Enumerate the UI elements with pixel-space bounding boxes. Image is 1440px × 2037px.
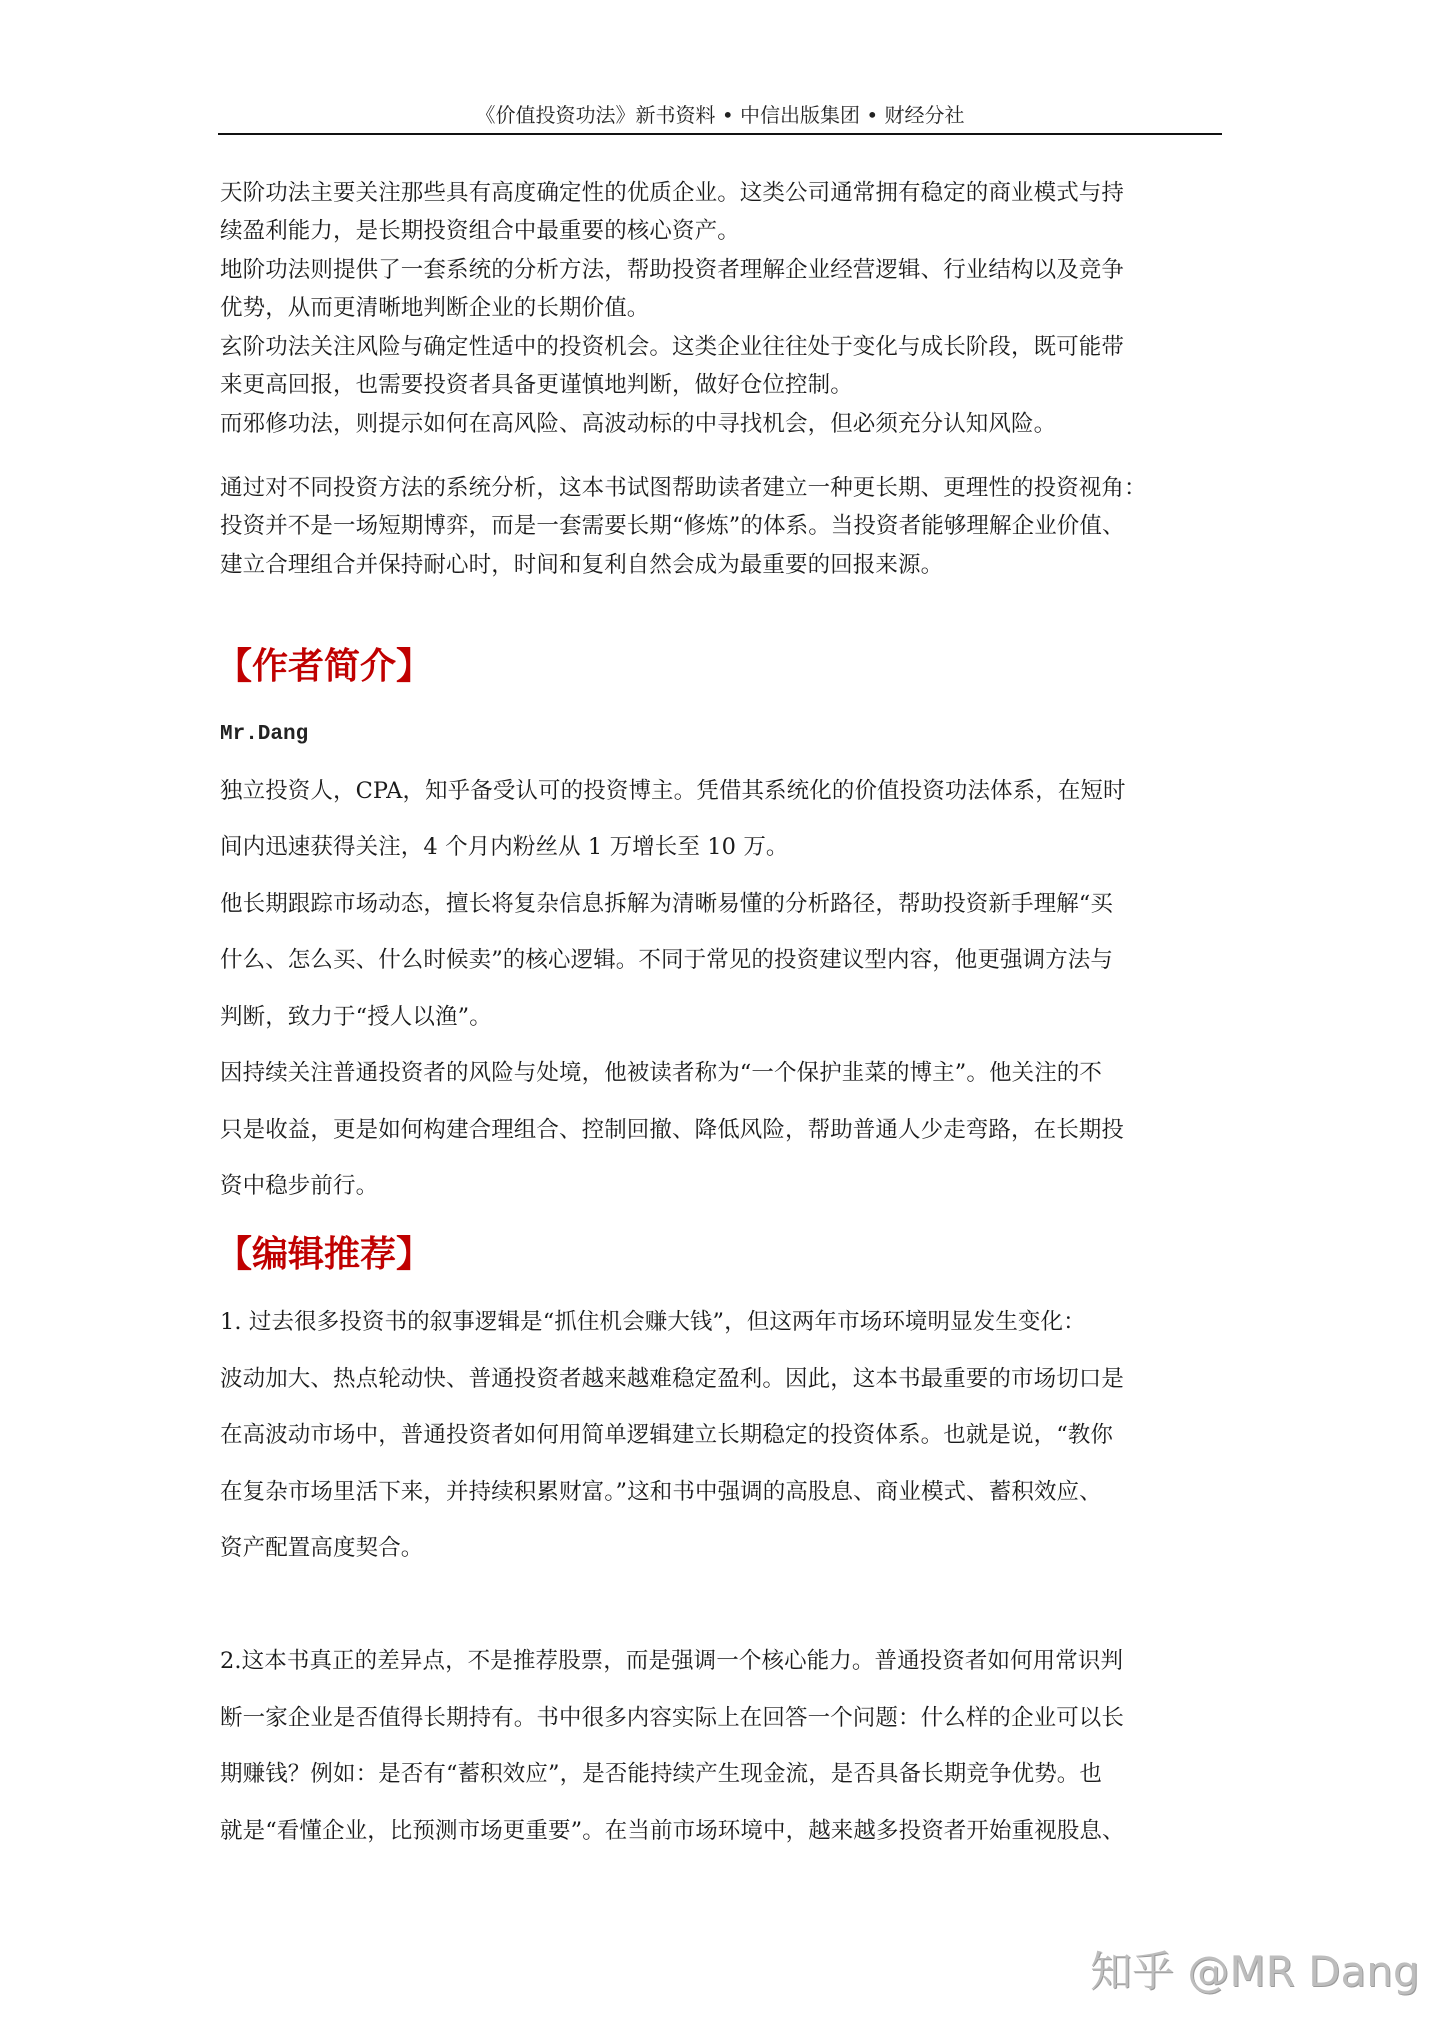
intro-line: 优势，从而更清晰地判断企业的长期价值。 [220,295,650,321]
recommendation-line: 就是“看懂企业，比预测市场更重要”。在当前市场环境中，越来越多投资者开始重视股息、 [220,1818,1125,1844]
page-header-title: 《价值投资功法》新书资料 • 中信出版集团 • 财经分社 [475,103,965,127]
author-bio-line: 他长期跟踪市场动态，擅长将复杂信息拆解为清晰易懂的分析路径，帮助投资新手理解“买 [220,891,1114,917]
intro-line: 玄阶功法关注风险与确定性适中的投资机会。这类企业往往处于变化与成长阶段，既可能带 [220,334,1125,360]
recommendation-line: 2.这本书真正的差异点，不是推荐股票，而是强调一个核心能力。普通投资者如何用常识判 [220,1648,1124,1674]
author-bio-line: 判断，致力于“授人以渔”。 [220,1004,492,1030]
author-bio-line: 资中稳步前行。 [220,1173,379,1199]
author-name: Mr.Dang [220,723,309,746]
summary-line: 通过对不同投资方法的系统分析，这本书试图帮助读者建立一种更长期、更理性的投资视角： [220,475,1147,501]
recommendation-line: 波动加大、热点轮动快、普通投资者越来越难稳定盈利。因此，这本书最重要的市场切口是 [220,1366,1125,1392]
editor-section-heading: 【编辑推荐】 [216,1234,433,1275]
recommendation-line: 资产配置高度契合。 [220,1535,424,1561]
summary-line: 投资并不是一场短期博弈，而是一套需要长期“修炼”的体系。当投资者能够理解企业价值、 [220,513,1125,539]
recommendation-line: 在复杂市场里活下来，并持续积累财富。”这和书中强调的高股息、商业模式、蓄积效应、 [220,1479,1102,1505]
summary-line: 建立合理组合并保持耐心时，时间和复利自然会成为最重要的回报来源。 [220,552,944,578]
intro-line: 地阶功法则提供了一套系统的分析方法，帮助投资者理解企业经营逻辑、行业结构以及竞争 [220,257,1125,283]
author-bio-line: 只是收益，更是如何构建合理组合、控制回撤、降低风险，帮助普通人少走弯路，在长期投 [220,1117,1125,1143]
zhihu-watermark: 知乎 @MR Dang [1090,1947,1420,1996]
author-section-heading: 【作者简介】 [216,646,433,687]
recommendation-line: 在高波动市场中，普通投资者如何用简单逻辑建立长期稳定的投资体系。也就是说，“教你 [220,1422,1114,1448]
header-divider [218,133,1222,135]
intro-line: 而邪修功法，则提示如何在高风险、高波动标的中寻找机会，但必须充分认知风险。 [220,411,1057,437]
intro-line: 来更高回报，也需要投资者具备更谨慎地判断，做好仓位控制。 [220,372,853,398]
intro-line: 天阶功法主要关注那些具有高度确定性的优质企业。这类公司通常拥有稳定的商业模式与持 [220,180,1125,206]
recommendation-line: 断一家企业是否值得长期持有。书中很多内容实际上在回答一个问题：什么样的企业可以长 [220,1705,1125,1731]
recommendation-line: 期赚钱？例如：是否有“蓄积效应”，是否能持续产生现金流，是否具备长期竞争优势。也 [220,1761,1103,1787]
author-bio-line: 什么、怎么买、什么时候卖”的核心逻辑。不同于常见的投资建议型内容，他更强调方法与 [220,947,1114,973]
author-bio-line: 间内迅速获得关注，4 个月内粉丝从 1 万增长至 10 万。 [220,834,789,860]
author-bio-line: 独立投资人，CPA，知乎备受认可的投资博主。凭借其系统化的价值投资功法体系，在短时 [220,778,1126,804]
intro-line: 续盈利能力，是长期投资组合中最重要的核心资产。 [220,218,740,244]
author-bio-line: 因持续关注普通投资者的风险与处境，他被读者称为“一个保护韭菜的博主”。他关注的不 [220,1060,1103,1086]
recommendation-line: 1. 过去很多投资书的叙事逻辑是“抓住机会赚大钱”，但这两年市场环境明显发生变化： [220,1309,1086,1335]
